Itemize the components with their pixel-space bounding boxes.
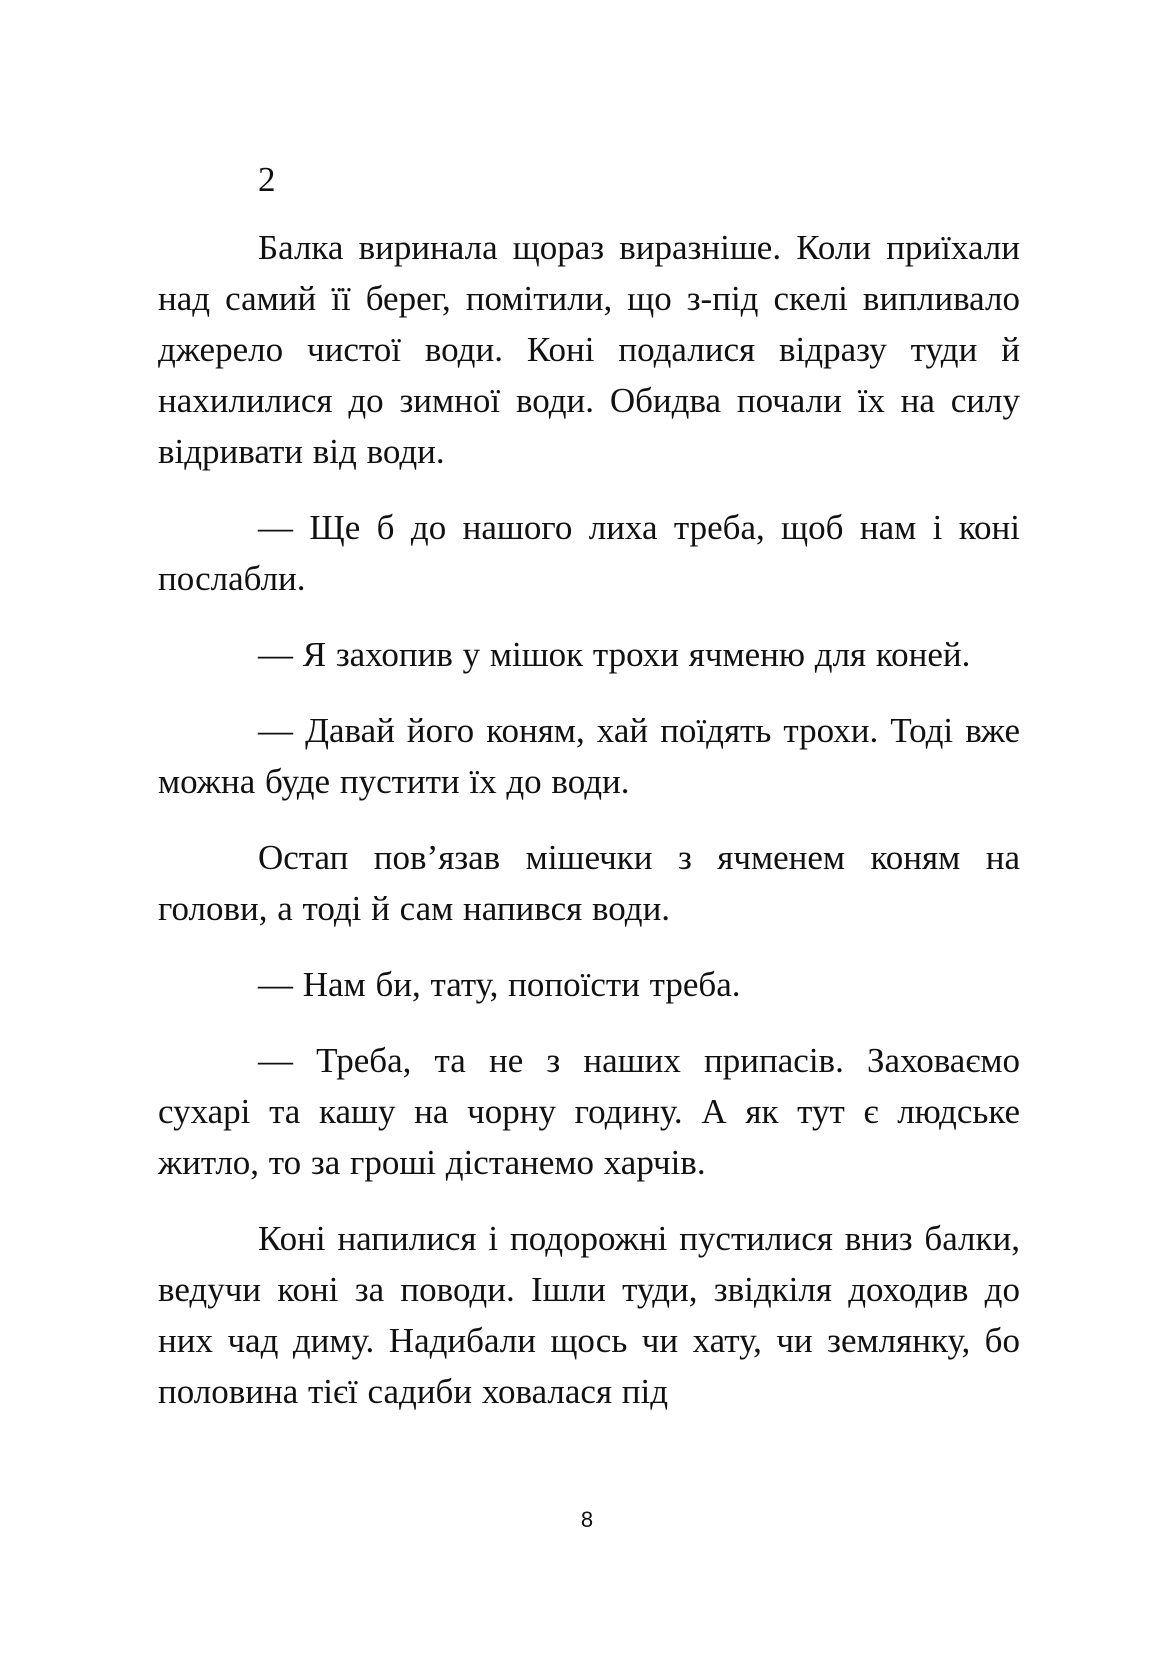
dialogue-line: — Давай його коням, хай поїдять трохи. Тоді вже можна буде пустити їх до води. (158, 711, 1020, 801)
page-number: 8 (580, 1507, 594, 1532)
page-body (158, 155, 1020, 1417)
dialogue-line: — Ще б до нашого лиха треба, щоб нам і коні послабли. (158, 508, 1020, 598)
paragraph: Коні напилися і подорожні пустилися вниз балки, ведучи коні за поводи. Ішли туди, звідкіля доходив до них чад диму. Надибали щось чи хату, чи землянку, бо половина тієї садиби ховалася під (158, 1219, 1020, 1411)
chapter-number: 2 (258, 160, 276, 199)
paragraph: Балка виринала щораз виразніше. Коли приїхали над самий її берег, помітили, що з-під скелі випливало джерело чистої води. Коні подалися відразу туди й нахилилися до зимної води. Обидва почали їх на силу відривати від води. (158, 228, 1020, 471)
paragraph: Остап пов’язав мішечки з ячменем коням на голови, а тоді й сам напився води. (158, 838, 1020, 928)
dialogue-line: — Я захопив у мішок трохи ячменю для коней. (258, 635, 971, 674)
dialogue-line: — Треба, та не з наших припасів. Заховаємо сухарі та кашу на чорну годину. А як тут є людське житло, то за гроші дістанемо харчів. (158, 1041, 1020, 1182)
dialogue-line: — Нам би, тату, попоїсти треба. (258, 965, 741, 1004)
